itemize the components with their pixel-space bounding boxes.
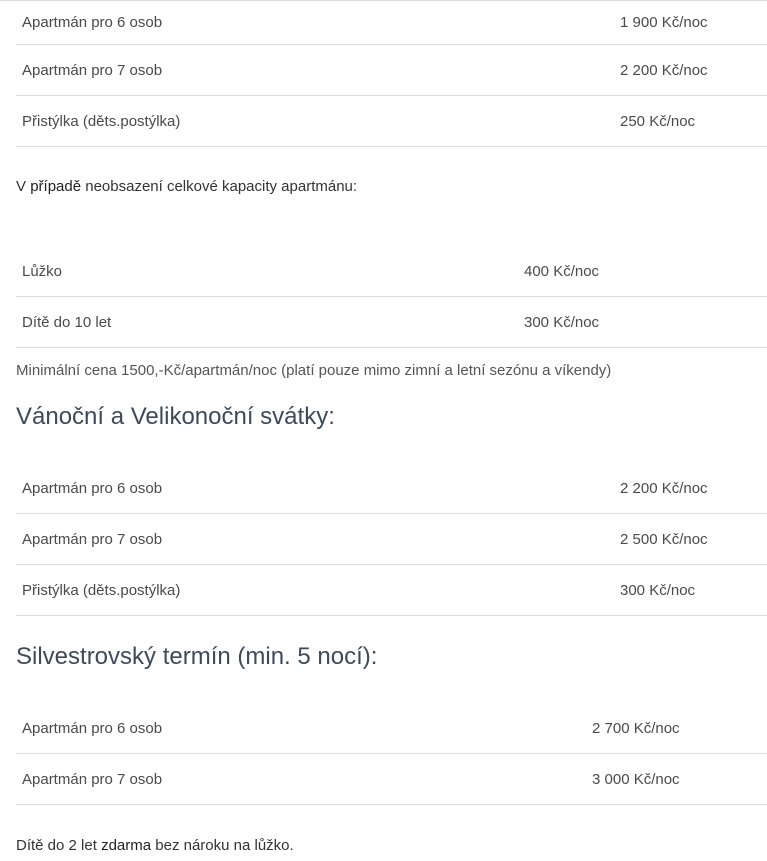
- table-row: [16, 703, 767, 754]
- note-bold: zdarma: [101, 837, 152, 854]
- row-price: 300 Kč/noc: [614, 565, 767, 616]
- row-price: 400 Kč/noc: [518, 246, 767, 297]
- note-bold: případě: [30, 178, 82, 195]
- new-year-heading: Silvestrovský termín (min. 5 nocí):: [16, 643, 378, 670]
- table-row: [16, 565, 767, 616]
- new-year-price-table: [16, 703, 767, 805]
- table-row: [16, 463, 767, 514]
- note-suffix: neobsazení celkové kapacity apartmánu:: [81, 178, 358, 195]
- row-price: 2 700 Kč/noc: [586, 703, 767, 754]
- row-price: 2 200 Kč/noc: [614, 45, 767, 96]
- table-row: [16, 1, 767, 45]
- holidays-price-table: [16, 463, 767, 616]
- table-row: [16, 246, 767, 297]
- partial-occupancy-note: [16, 178, 357, 195]
- row-price: 1 900 Kč/noc: [614, 1, 767, 45]
- row-label: Apartmán pro 6 osob: [16, 1, 614, 45]
- table-row: [16, 96, 767, 147]
- row-price: 3 000 Kč/noc: [586, 754, 767, 805]
- row-label: Apartmán pro 6 osob: [16, 703, 586, 754]
- row-price: 2 500 Kč/noc: [614, 514, 767, 565]
- table-row: [16, 754, 767, 805]
- row-price: 300 Kč/noc: [518, 297, 767, 348]
- note-prefix: V: [16, 178, 31, 195]
- row-label: Dítě do 10 let: [16, 297, 518, 348]
- row-label: Apartmán pro 7 osob: [16, 514, 614, 565]
- holidays-heading: Vánoční a Velikonoční svátky:: [16, 403, 335, 430]
- partial-price-table: [16, 246, 767, 348]
- base-price-table: [16, 1, 767, 147]
- row-label: Apartmán pro 7 osob: [16, 754, 586, 805]
- row-label: Přistýlka (děts.postýlka): [16, 96, 614, 147]
- row-price: 250 Kč/noc: [614, 96, 767, 147]
- table-row: [16, 45, 767, 96]
- table-row: [16, 514, 767, 565]
- note-prefix: Dítě do 2 let: [16, 837, 102, 854]
- child-free-note: [16, 837, 294, 854]
- row-label: Přistýlka (děts.postýlka): [16, 565, 614, 616]
- row-label: Apartmán pro 6 osob: [16, 463, 614, 514]
- row-label: Apartmán pro 7 osob: [16, 45, 614, 96]
- note-suffix: bez nároku na lůžko.: [151, 837, 294, 854]
- minimum-price-note: Minimální cena 1500,-Kč/apartmán/noc (platí pouze mimo zimní a letní sezónu a víkendy): [16, 362, 612, 379]
- table-row: [16, 297, 767, 348]
- row-label: Lůžko: [16, 246, 518, 297]
- row-price: 2 200 Kč/noc: [614, 463, 767, 514]
